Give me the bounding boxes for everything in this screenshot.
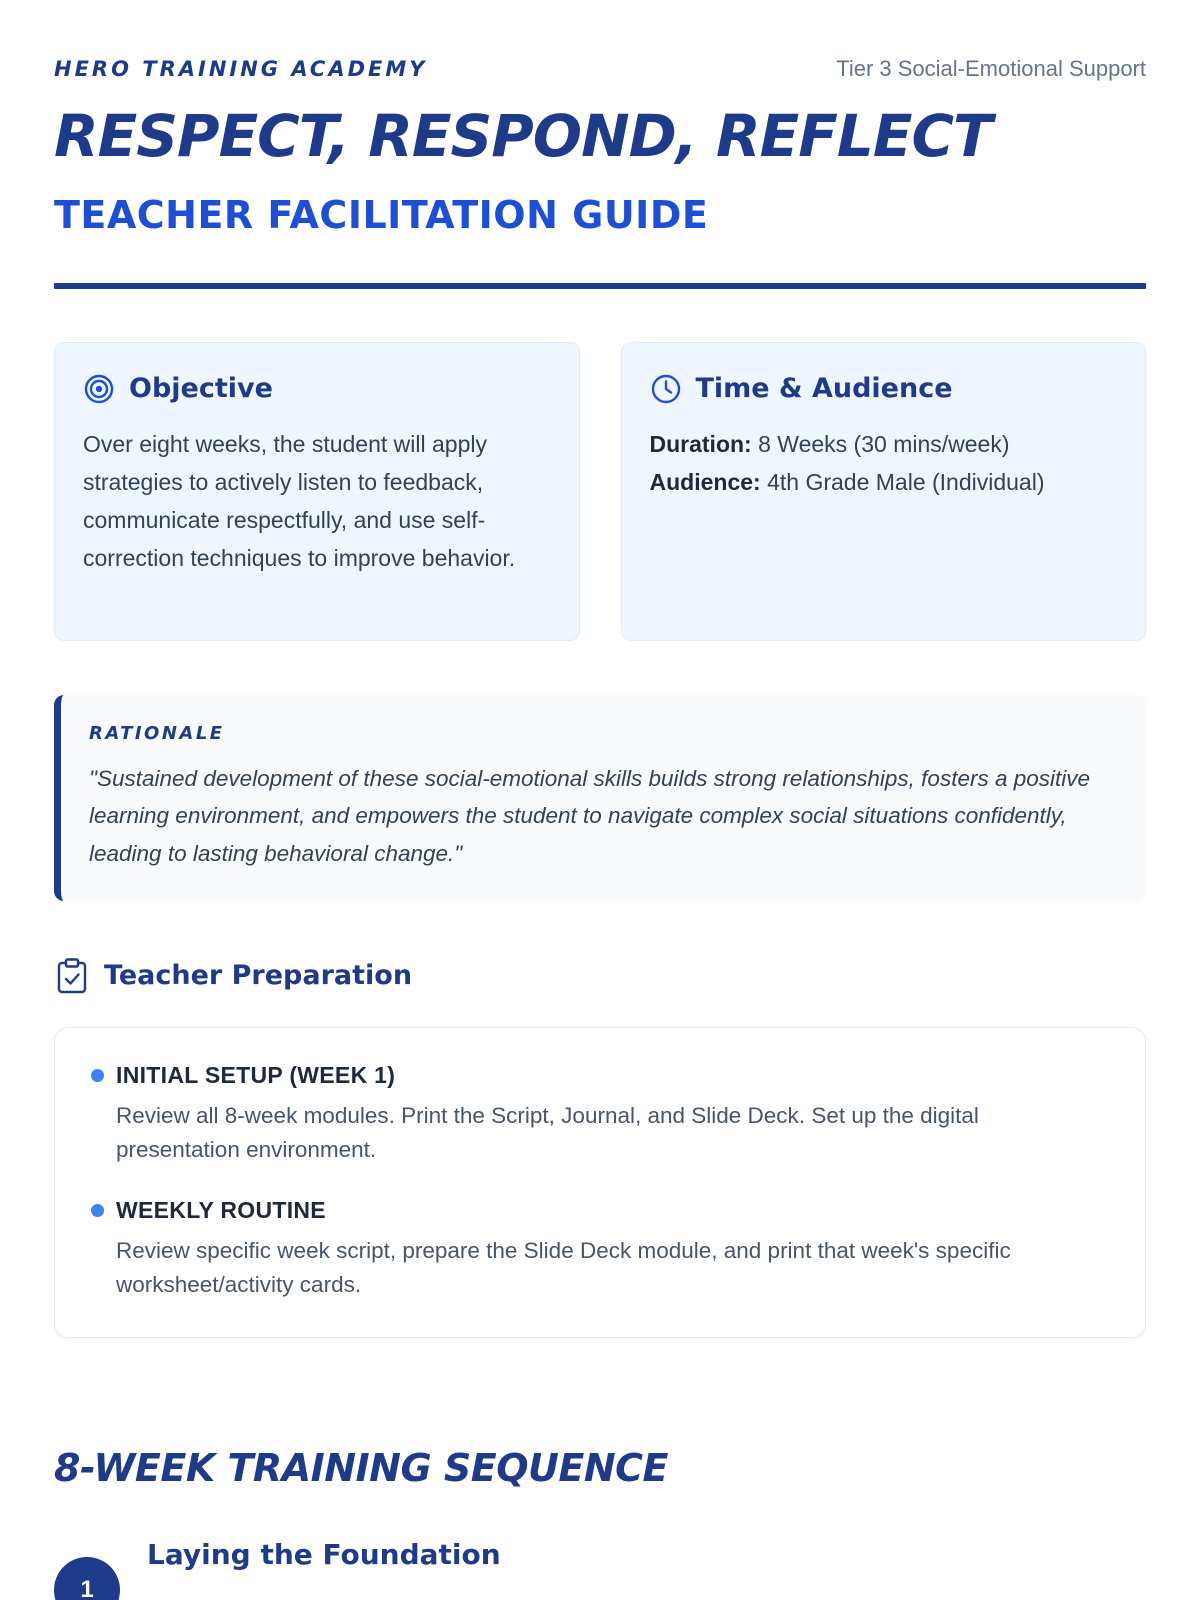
preparation-header xyxy=(54,957,1146,995)
time-audience-details xyxy=(650,425,1118,501)
rationale-text: "Sustained development of these social-emotional skills builds strong relationships, fosters a positive learning environment, and empowers the student to navigate complex social situations confidently, leading to lasting behavioral change." xyxy=(89,765,1091,866)
prep-item xyxy=(91,1062,1109,1167)
prep-item-header xyxy=(91,1062,1109,1089)
sequence-title: 8-WEEK TRAINING SEQUENCE xyxy=(54,1445,668,1490)
prep-item xyxy=(91,1197,1109,1302)
objective-text: Over eight weeks, the student will apply strategies to actively listen to feedback, communicate respectfully, and use self-correction techniques to improve behavior. xyxy=(83,430,516,571)
preparation-card xyxy=(54,1027,1146,1338)
tier-label: Tier 3 Social-Emotional Support xyxy=(836,56,1146,81)
audience-value: 4th Grade Male (Individual) xyxy=(767,468,1045,495)
prep-item-title: INITIAL SETUP (WEEK 1) xyxy=(116,1061,396,1088)
header-row xyxy=(54,0,1146,82)
objective-card-header xyxy=(83,373,551,405)
time-audience-card-header xyxy=(650,373,1118,405)
bullet-icon xyxy=(91,1069,104,1082)
prep-item-header xyxy=(91,1197,1109,1224)
page-title: RESPECT, RESPOND, REFLECT xyxy=(54,102,992,170)
prep-item-desc: Review specific week script, prepare the Slide Deck module, and print that week's specific worksheet/activity cards. xyxy=(116,1237,1011,1297)
bullet-icon xyxy=(91,1204,104,1217)
academy-name: HERO TRAINING ACADEMY xyxy=(54,57,428,81)
rationale-box xyxy=(54,695,1146,901)
week-title: Laying the Foundation xyxy=(147,1537,501,1571)
objective-title: Objective xyxy=(129,373,273,405)
audience-line xyxy=(650,463,1118,501)
prep-item-desc: Review all 8-week modules. Print the Script, Journal, and Slide Deck. Set up the digital presentation environment. xyxy=(116,1102,979,1162)
prep-item-title: WEEKLY ROUTINE xyxy=(116,1196,326,1223)
audience-label: Audience: xyxy=(649,468,761,495)
clock-icon xyxy=(650,373,682,405)
time-audience-card xyxy=(621,342,1147,641)
rationale-label: RATIONALE xyxy=(89,722,225,744)
duration-line xyxy=(650,425,1118,463)
info-cards xyxy=(54,342,1146,641)
week-item xyxy=(54,1538,1146,1598)
preparation-title: Teacher Preparation xyxy=(104,960,413,992)
time-audience-title: Time & Audience xyxy=(695,373,953,405)
clipboard-check-icon xyxy=(54,957,90,995)
duration-value: 8 Weeks (30 mins/week) xyxy=(758,430,1010,457)
page-subtitle: TEACHER FACILITATION GUIDE xyxy=(54,192,709,237)
objective-card xyxy=(54,342,580,641)
week-number-badge: 1 xyxy=(54,1557,120,1600)
target-icon xyxy=(83,373,115,405)
header-divider xyxy=(54,283,1146,289)
duration-label: Duration: xyxy=(649,430,752,457)
